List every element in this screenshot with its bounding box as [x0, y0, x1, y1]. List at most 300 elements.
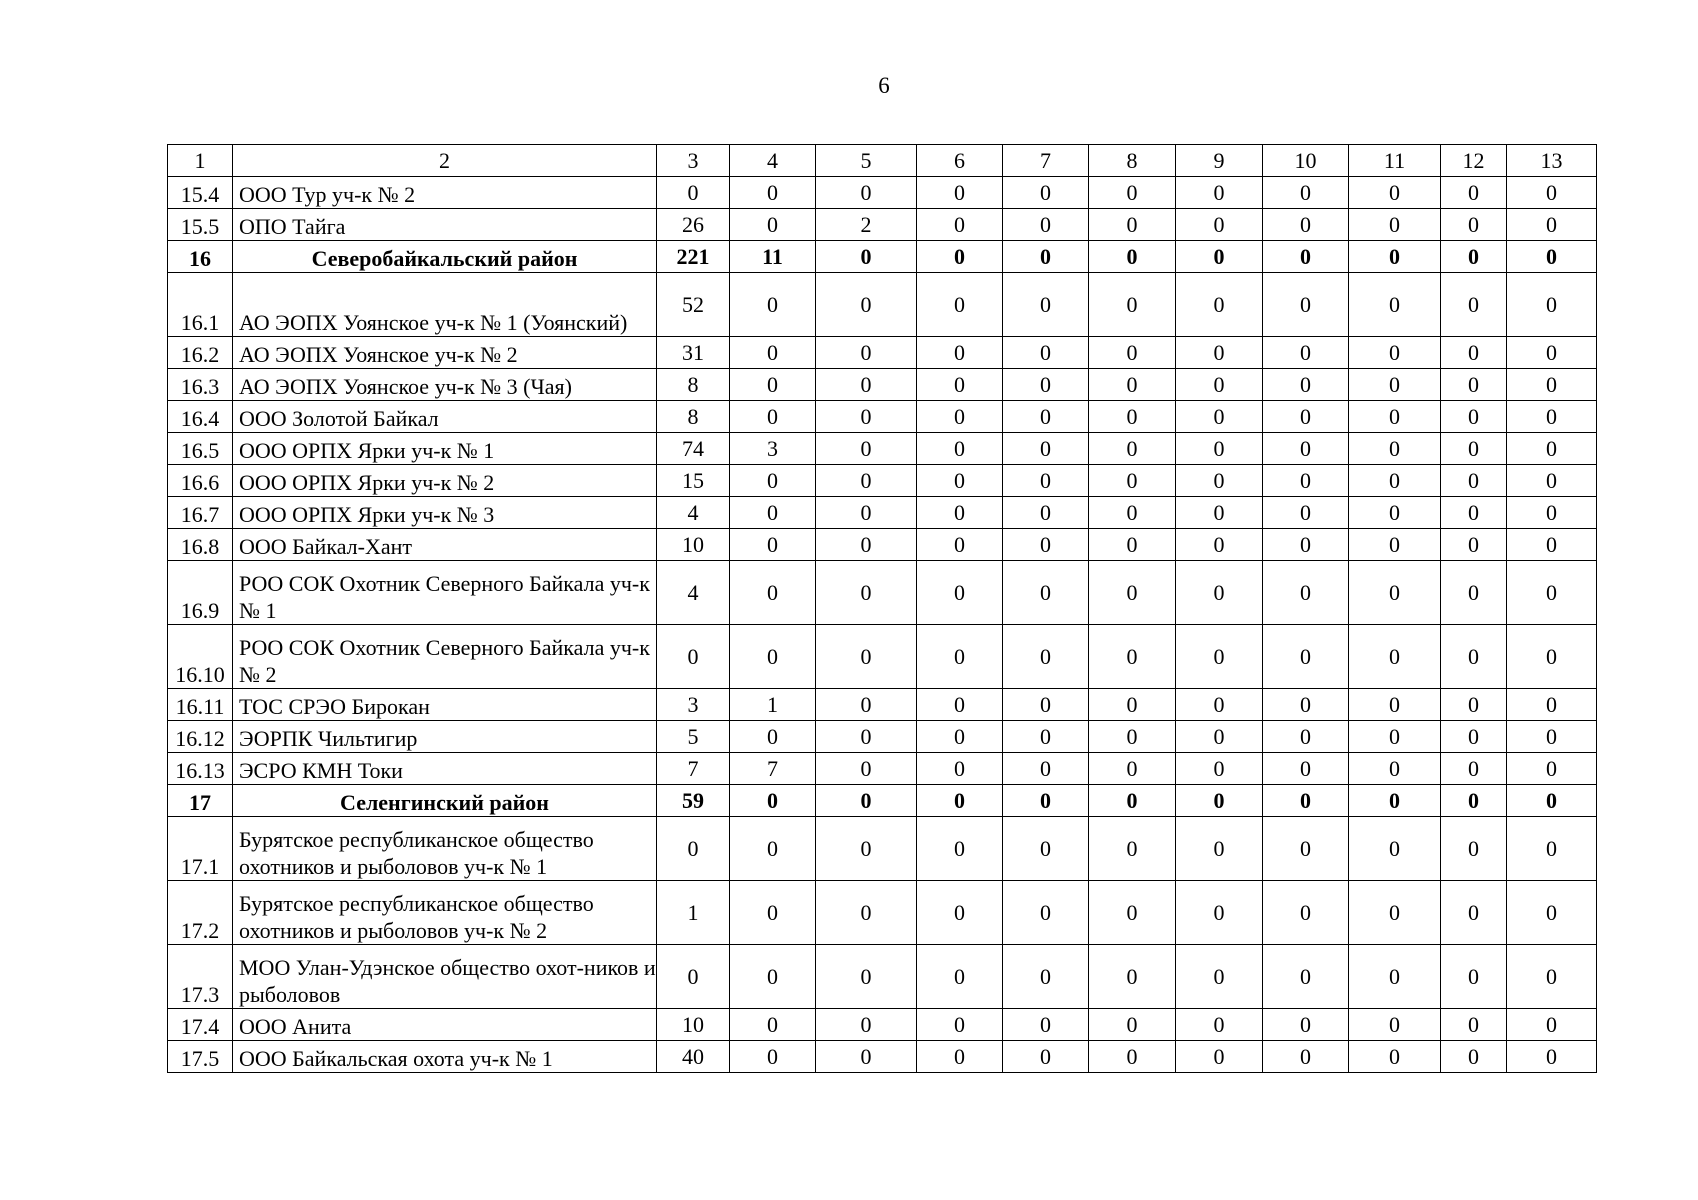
header-cell: 4	[730, 145, 816, 177]
value-cell-col-13: 0	[1507, 817, 1597, 881]
row-number-cell: 16.5	[168, 433, 233, 465]
value-cell-col-3: 0	[657, 817, 730, 881]
header-cell: 10	[1263, 145, 1349, 177]
page-number: 6	[878, 73, 890, 98]
row-name-cell: Северобайкальский район	[233, 241, 657, 273]
header-cell: 13	[1507, 145, 1597, 177]
value-cell-col-3: 0	[657, 625, 730, 689]
table-row	[168, 273, 1597, 337]
row-number-cell: 16.6	[168, 465, 233, 497]
value-cell-col-11: 0	[1349, 785, 1441, 817]
value-cell-col-10: 0	[1263, 753, 1349, 785]
value-cell-col-6: 0	[917, 1009, 1003, 1041]
value-cell-col-7: 0	[1003, 753, 1089, 785]
value-cell-col-3: 1	[657, 881, 730, 945]
value-cell-col-8: 0	[1089, 433, 1176, 465]
table-row	[168, 177, 1597, 209]
value-cell-col-4: 0	[730, 945, 816, 1009]
row-name-cell: ТОС СРЭО Бирокан	[233, 689, 657, 721]
value-cell-col-9: 0	[1176, 881, 1263, 945]
value-cell-col-13: 0	[1507, 369, 1597, 401]
value-cell-col-3: 10	[657, 1009, 730, 1041]
value-cell-col-7: 0	[1003, 273, 1089, 337]
value-cell-col-12: 0	[1441, 177, 1507, 209]
value-cell-col-12: 0	[1441, 337, 1507, 369]
value-cell-col-11: 0	[1349, 1009, 1441, 1041]
value-cell-col-5: 0	[816, 561, 917, 625]
value-cell-col-8: 0	[1089, 497, 1176, 529]
value-cell-col-6: 0	[917, 689, 1003, 721]
value-cell-col-7: 0	[1003, 561, 1089, 625]
value-cell-col-12: 0	[1441, 433, 1507, 465]
value-cell-col-3: 221	[657, 241, 730, 273]
value-cell-col-11: 0	[1349, 177, 1441, 209]
header-cell: 3	[657, 145, 730, 177]
value-cell-col-12: 0	[1441, 721, 1507, 753]
table-row	[168, 1041, 1597, 1073]
value-cell-col-9: 0	[1176, 433, 1263, 465]
value-cell-col-11: 0	[1349, 529, 1441, 561]
value-cell-col-6: 0	[917, 721, 1003, 753]
value-cell-col-12: 0	[1441, 401, 1507, 433]
value-cell-col-12: 0	[1441, 817, 1507, 881]
row-name-cell: ООО Анита	[233, 1009, 657, 1041]
row-number-cell: 17	[168, 785, 233, 817]
value-cell-col-10: 0	[1263, 817, 1349, 881]
value-cell-col-7: 0	[1003, 369, 1089, 401]
value-cell-col-11: 0	[1349, 369, 1441, 401]
value-cell-col-4: 0	[730, 721, 816, 753]
row-name-cell: ЭСРО КМН Токи	[233, 753, 657, 785]
value-cell-col-10: 0	[1263, 273, 1349, 337]
table-row	[168, 369, 1597, 401]
value-cell-col-6: 0	[917, 177, 1003, 209]
value-cell-col-5: 0	[816, 337, 917, 369]
value-cell-col-3: 15	[657, 465, 730, 497]
value-cell-col-11: 0	[1349, 241, 1441, 273]
district-row	[168, 785, 1597, 817]
value-cell-col-7: 0	[1003, 817, 1089, 881]
row-name-cell: РОО СОК Охотник Северного Байкала уч-к № 1	[233, 561, 657, 625]
value-cell-col-10: 0	[1263, 945, 1349, 1009]
value-cell-col-10: 0	[1263, 689, 1349, 721]
value-cell-col-12: 0	[1441, 273, 1507, 337]
value-cell-col-13: 0	[1507, 721, 1597, 753]
value-cell-col-11: 0	[1349, 689, 1441, 721]
value-cell-col-6: 0	[917, 529, 1003, 561]
value-cell-col-13: 0	[1507, 209, 1597, 241]
value-cell-col-5: 0	[816, 241, 917, 273]
value-cell-col-4: 0	[730, 177, 816, 209]
value-cell-col-13: 0	[1507, 1041, 1597, 1073]
value-cell-col-8: 0	[1089, 625, 1176, 689]
value-cell-col-6: 0	[917, 241, 1003, 273]
value-cell-col-13: 0	[1507, 433, 1597, 465]
value-cell-col-10: 0	[1263, 625, 1349, 689]
value-cell-col-7: 0	[1003, 177, 1089, 209]
row-name-cell: МОО Улан-Удэнское общество охот-ников и рыболовов	[233, 945, 657, 1009]
value-cell-col-9: 0	[1176, 753, 1263, 785]
value-cell-col-3: 31	[657, 337, 730, 369]
row-name-cell: Бурятское республиканское общество охотников и рыболовов уч-к № 2	[233, 881, 657, 945]
value-cell-col-8: 0	[1089, 401, 1176, 433]
value-cell-col-11: 0	[1349, 881, 1441, 945]
value-cell-col-3: 10	[657, 529, 730, 561]
row-name-cell: Бурятское республиканское общество охотников и рыболовов уч-к № 1	[233, 817, 657, 881]
table-row	[168, 721, 1597, 753]
value-cell-col-8: 0	[1089, 817, 1176, 881]
value-cell-col-5: 0	[816, 433, 917, 465]
value-cell-col-8: 0	[1089, 753, 1176, 785]
row-number-cell: 16.12	[168, 721, 233, 753]
value-cell-col-13: 0	[1507, 689, 1597, 721]
value-cell-col-5: 0	[816, 945, 917, 1009]
value-cell-col-8: 0	[1089, 785, 1176, 817]
value-cell-col-8: 0	[1089, 529, 1176, 561]
value-cell-col-3: 3	[657, 689, 730, 721]
value-cell-col-5: 0	[816, 177, 917, 209]
table-row	[168, 817, 1597, 881]
value-cell-col-3: 8	[657, 369, 730, 401]
value-cell-col-4: 0	[730, 1041, 816, 1073]
row-name-cell: ОПО Тайга	[233, 209, 657, 241]
value-cell-col-10: 0	[1263, 1041, 1349, 1073]
table-row	[168, 401, 1597, 433]
row-number-cell: 16.3	[168, 369, 233, 401]
value-cell-col-13: 0	[1507, 177, 1597, 209]
row-number-cell: 17.2	[168, 881, 233, 945]
row-number-cell: 17.5	[168, 1041, 233, 1073]
value-cell-col-11: 0	[1349, 337, 1441, 369]
row-number-cell: 16.11	[168, 689, 233, 721]
value-cell-col-10: 0	[1263, 881, 1349, 945]
value-cell-col-6: 0	[917, 945, 1003, 1009]
value-cell-col-3: 52	[657, 273, 730, 337]
table-row	[168, 529, 1597, 561]
row-name-cell: АО ЭОПХ Уоянское уч-к № 1 (Уоянский)	[233, 273, 657, 337]
value-cell-col-9: 0	[1176, 1041, 1263, 1073]
row-number-cell: 16.8	[168, 529, 233, 561]
row-number-cell: 17.1	[168, 817, 233, 881]
header-cell: 6	[917, 145, 1003, 177]
value-cell-col-9: 0	[1176, 1009, 1263, 1041]
value-cell-col-6: 0	[917, 625, 1003, 689]
row-number-cell: 16.13	[168, 753, 233, 785]
row-number-cell: 16.1	[168, 273, 233, 337]
value-cell-col-6: 0	[917, 465, 1003, 497]
value-cell-col-10: 0	[1263, 177, 1349, 209]
value-cell-col-5: 0	[816, 529, 917, 561]
value-cell-col-12: 0	[1441, 529, 1507, 561]
value-cell-col-8: 0	[1089, 881, 1176, 945]
value-cell-col-4: 3	[730, 433, 816, 465]
value-cell-col-7: 0	[1003, 433, 1089, 465]
value-cell-col-12: 0	[1441, 625, 1507, 689]
table-row	[168, 433, 1597, 465]
value-cell-col-10: 0	[1263, 369, 1349, 401]
value-cell-col-5: 0	[816, 1041, 917, 1073]
value-cell-col-9: 0	[1176, 241, 1263, 273]
value-cell-col-11: 0	[1349, 465, 1441, 497]
value-cell-col-8: 0	[1089, 209, 1176, 241]
value-cell-col-11: 0	[1349, 1041, 1441, 1073]
row-number-cell: 16.9	[168, 561, 233, 625]
value-cell-col-4: 0	[730, 497, 816, 529]
value-cell-col-8: 0	[1089, 273, 1176, 337]
value-cell-col-9: 0	[1176, 369, 1263, 401]
value-cell-col-9: 0	[1176, 465, 1263, 497]
value-cell-col-4: 0	[730, 881, 816, 945]
table-row	[168, 881, 1597, 945]
value-cell-col-6: 0	[917, 881, 1003, 945]
value-cell-col-13: 0	[1507, 945, 1597, 1009]
value-cell-col-4: 0	[730, 817, 816, 881]
value-cell-col-6: 0	[917, 497, 1003, 529]
row-name-cell: ООО Тур уч-к № 2	[233, 177, 657, 209]
table-body	[168, 145, 1597, 1073]
table-row	[168, 497, 1597, 529]
row-name-cell: ЭОРПК Чильтигир	[233, 721, 657, 753]
table-row	[168, 625, 1597, 689]
value-cell-col-9: 0	[1176, 497, 1263, 529]
value-cell-col-8: 0	[1089, 689, 1176, 721]
value-cell-col-12: 0	[1441, 753, 1507, 785]
row-name-cell: АО ЭОПХ Уоянское уч-к № 2	[233, 337, 657, 369]
value-cell-col-10: 0	[1263, 1009, 1349, 1041]
value-cell-col-3: 4	[657, 561, 730, 625]
value-cell-col-10: 0	[1263, 721, 1349, 753]
row-name-cell: ООО Золотой Байкал	[233, 401, 657, 433]
value-cell-col-12: 0	[1441, 785, 1507, 817]
value-cell-col-12: 0	[1441, 881, 1507, 945]
value-cell-col-7: 0	[1003, 689, 1089, 721]
value-cell-col-3: 5	[657, 721, 730, 753]
table-row	[168, 209, 1597, 241]
value-cell-col-10: 0	[1263, 401, 1349, 433]
row-number-cell: 16	[168, 241, 233, 273]
value-cell-col-3: 7	[657, 753, 730, 785]
row-name-cell: РОО СОК Охотник Северного Байкала уч-к № 2	[233, 625, 657, 689]
value-cell-col-7: 0	[1003, 785, 1089, 817]
value-cell-col-4: 0	[730, 273, 816, 337]
table-header-row	[168, 145, 1597, 177]
value-cell-col-13: 0	[1507, 273, 1597, 337]
value-cell-col-4: 0	[730, 529, 816, 561]
value-cell-col-13: 0	[1507, 401, 1597, 433]
value-cell-col-9: 0	[1176, 721, 1263, 753]
value-cell-col-12: 0	[1441, 945, 1507, 1009]
value-cell-col-6: 0	[917, 817, 1003, 881]
value-cell-col-3: 0	[657, 945, 730, 1009]
value-cell-col-4: 0	[730, 209, 816, 241]
value-cell-col-8: 0	[1089, 337, 1176, 369]
row-number-cell: 15.5	[168, 209, 233, 241]
value-cell-col-5: 0	[816, 689, 917, 721]
row-number-cell: 16.4	[168, 401, 233, 433]
row-name-cell: Селенгинский район	[233, 785, 657, 817]
value-cell-col-10: 0	[1263, 465, 1349, 497]
value-cell-col-4: 0	[730, 401, 816, 433]
value-cell-col-8: 0	[1089, 1041, 1176, 1073]
value-cell-col-12: 0	[1441, 497, 1507, 529]
value-cell-col-13: 0	[1507, 561, 1597, 625]
row-name-cell: ООО Байкал-Хант	[233, 529, 657, 561]
table-row	[168, 465, 1597, 497]
value-cell-col-9: 0	[1176, 401, 1263, 433]
value-cell-col-13: 0	[1507, 1009, 1597, 1041]
value-cell-col-5: 0	[816, 401, 917, 433]
value-cell-col-4: 0	[730, 561, 816, 625]
value-cell-col-11: 0	[1349, 625, 1441, 689]
value-cell-col-5: 0	[816, 785, 917, 817]
value-cell-col-4: 7	[730, 753, 816, 785]
value-cell-col-7: 0	[1003, 497, 1089, 529]
value-cell-col-7: 0	[1003, 1041, 1089, 1073]
value-cell-col-6: 0	[917, 561, 1003, 625]
table-row	[168, 689, 1597, 721]
value-cell-col-11: 0	[1349, 817, 1441, 881]
value-cell-col-10: 0	[1263, 785, 1349, 817]
value-cell-col-12: 0	[1441, 561, 1507, 625]
value-cell-col-5: 0	[816, 753, 917, 785]
value-cell-col-10: 0	[1263, 209, 1349, 241]
row-number-cell: 17.4	[168, 1009, 233, 1041]
value-cell-col-5: 0	[816, 273, 917, 337]
value-cell-col-7: 0	[1003, 241, 1089, 273]
value-cell-col-7: 0	[1003, 401, 1089, 433]
row-number-cell: 16.7	[168, 497, 233, 529]
row-number-cell: 15.4	[168, 177, 233, 209]
table-row	[168, 753, 1597, 785]
value-cell-col-6: 0	[917, 337, 1003, 369]
value-cell-col-9: 0	[1176, 625, 1263, 689]
value-cell-col-9: 0	[1176, 529, 1263, 561]
value-cell-col-11: 0	[1349, 721, 1441, 753]
value-cell-col-3: 74	[657, 433, 730, 465]
value-cell-col-7: 0	[1003, 1009, 1089, 1041]
value-cell-col-6: 0	[917, 369, 1003, 401]
value-cell-col-4: 1	[730, 689, 816, 721]
value-cell-col-10: 0	[1263, 529, 1349, 561]
value-cell-col-4: 0	[730, 465, 816, 497]
value-cell-col-12: 0	[1441, 369, 1507, 401]
value-cell-col-13: 0	[1507, 337, 1597, 369]
table-row	[168, 1009, 1597, 1041]
value-cell-col-11: 0	[1349, 273, 1441, 337]
value-cell-col-5: 0	[816, 369, 917, 401]
value-cell-col-6: 0	[917, 1041, 1003, 1073]
value-cell-col-11: 0	[1349, 753, 1441, 785]
value-cell-col-12: 0	[1441, 465, 1507, 497]
row-name-cell: АО ЭОПХ Уоянское уч-к № 3 (Чая)	[233, 369, 657, 401]
table-row	[168, 945, 1597, 1009]
value-cell-col-11: 0	[1349, 401, 1441, 433]
value-cell-col-11: 0	[1349, 209, 1441, 241]
value-cell-col-13: 0	[1507, 881, 1597, 945]
header-cell: 7	[1003, 145, 1089, 177]
value-cell-col-11: 0	[1349, 945, 1441, 1009]
value-cell-col-4: 0	[730, 369, 816, 401]
value-cell-col-13: 0	[1507, 625, 1597, 689]
header-cell: 12	[1441, 145, 1507, 177]
value-cell-col-9: 0	[1176, 817, 1263, 881]
value-cell-col-4: 0	[730, 785, 816, 817]
value-cell-col-4: 11	[730, 241, 816, 273]
value-cell-col-5: 0	[816, 817, 917, 881]
value-cell-col-5: 0	[816, 1009, 917, 1041]
value-cell-col-6: 0	[917, 433, 1003, 465]
value-cell-col-8: 0	[1089, 1009, 1176, 1041]
value-cell-col-3: 40	[657, 1041, 730, 1073]
value-cell-col-6: 0	[917, 209, 1003, 241]
row-number-cell: 16.2	[168, 337, 233, 369]
row-name-cell: ООО ОРПХ Ярки уч-к № 1	[233, 433, 657, 465]
table-row	[168, 337, 1597, 369]
value-cell-col-5: 0	[816, 721, 917, 753]
value-cell-col-9: 0	[1176, 561, 1263, 625]
value-cell-col-12: 0	[1441, 241, 1507, 273]
value-cell-col-4: 0	[730, 337, 816, 369]
value-cell-col-12: 0	[1441, 209, 1507, 241]
header-cell: 1	[168, 145, 233, 177]
value-cell-col-9: 0	[1176, 209, 1263, 241]
value-cell-col-9: 0	[1176, 945, 1263, 1009]
value-cell-col-7: 0	[1003, 465, 1089, 497]
value-cell-col-10: 0	[1263, 433, 1349, 465]
value-cell-col-9: 0	[1176, 785, 1263, 817]
value-cell-col-5: 0	[816, 881, 917, 945]
value-cell-col-3: 8	[657, 401, 730, 433]
value-cell-col-7: 0	[1003, 625, 1089, 689]
value-cell-col-8: 0	[1089, 561, 1176, 625]
value-cell-col-5: 0	[816, 465, 917, 497]
value-cell-col-6: 0	[917, 753, 1003, 785]
row-name-cell: ООО ОРПХ Ярки уч-к № 3	[233, 497, 657, 529]
header-cell: 11	[1349, 145, 1441, 177]
value-cell-col-8: 0	[1089, 721, 1176, 753]
value-cell-col-10: 0	[1263, 497, 1349, 529]
header-cell: 2	[233, 145, 657, 177]
header-cell: 8	[1089, 145, 1176, 177]
value-cell-col-13: 0	[1507, 529, 1597, 561]
value-cell-col-3: 0	[657, 177, 730, 209]
value-cell-col-11: 0	[1349, 497, 1441, 529]
value-cell-col-8: 0	[1089, 465, 1176, 497]
value-cell-col-3: 59	[657, 785, 730, 817]
value-cell-col-4: 0	[730, 625, 816, 689]
value-cell-col-8: 0	[1089, 369, 1176, 401]
value-cell-col-7: 0	[1003, 721, 1089, 753]
row-number-cell: 16.10	[168, 625, 233, 689]
value-cell-col-4: 0	[730, 1009, 816, 1041]
value-cell-col-11: 0	[1349, 433, 1441, 465]
value-cell-col-5: 0	[816, 497, 917, 529]
value-cell-col-9: 0	[1176, 689, 1263, 721]
value-cell-col-10: 0	[1263, 337, 1349, 369]
district-row	[168, 241, 1597, 273]
table-row	[168, 561, 1597, 625]
value-cell-col-13: 0	[1507, 497, 1597, 529]
value-cell-col-6: 0	[917, 401, 1003, 433]
value-cell-col-8: 0	[1089, 945, 1176, 1009]
value-cell-col-8: 0	[1089, 177, 1176, 209]
data-table	[167, 144, 1597, 1073]
value-cell-col-5: 0	[816, 625, 917, 689]
value-cell-col-10: 0	[1263, 241, 1349, 273]
header-cell: 9	[1176, 145, 1263, 177]
value-cell-col-7: 0	[1003, 881, 1089, 945]
value-cell-col-12: 0	[1441, 689, 1507, 721]
